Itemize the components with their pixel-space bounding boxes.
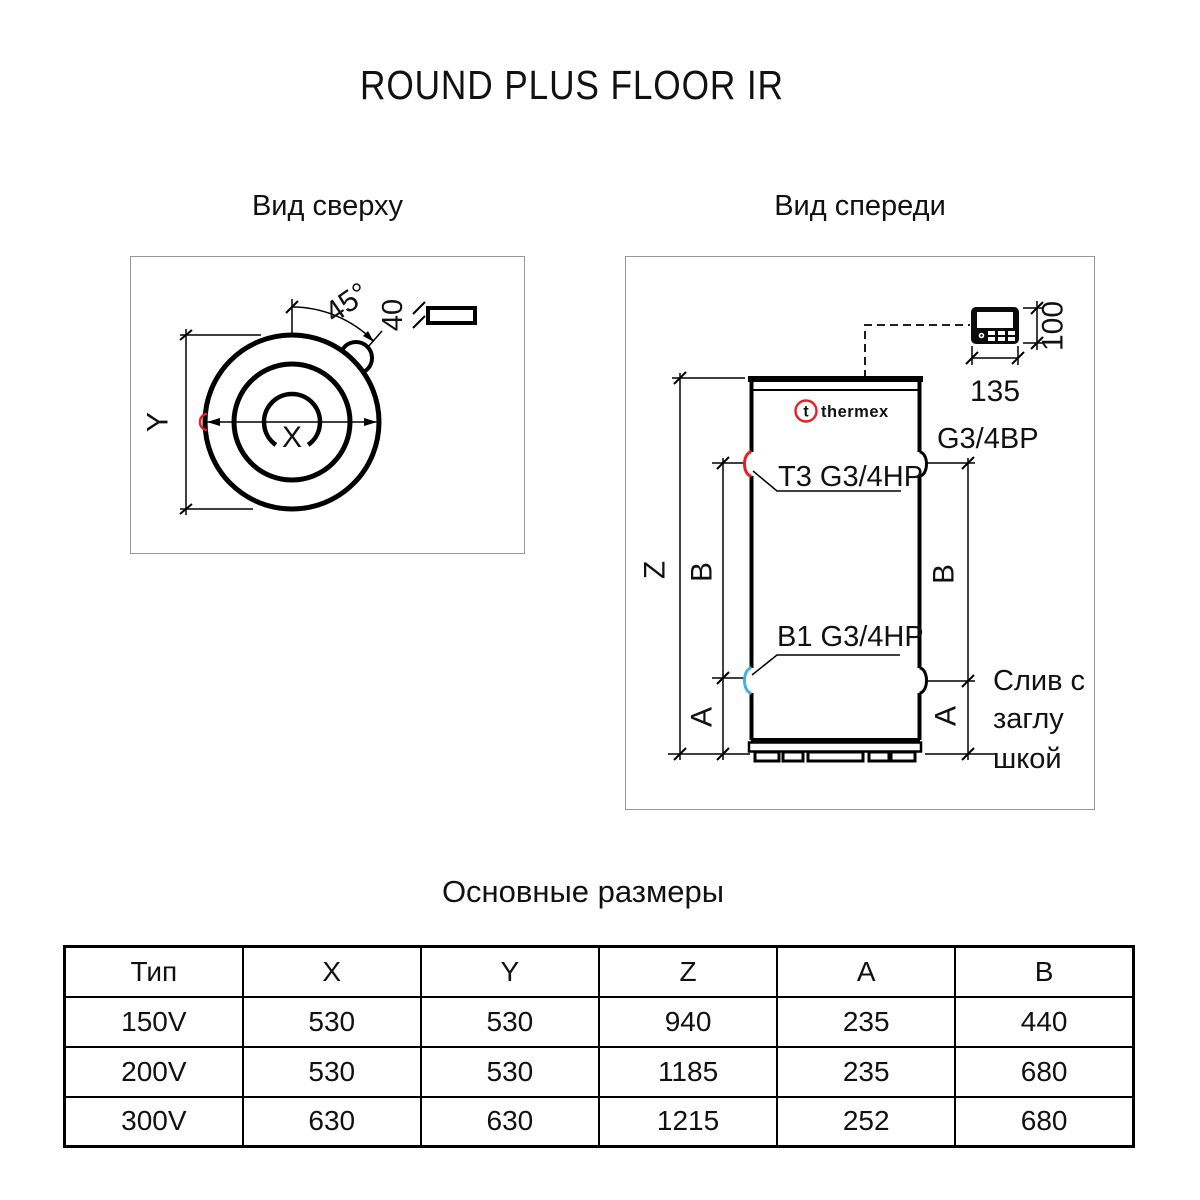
thermex-logo-mark: t (803, 403, 809, 421)
table-row (65, 1047, 1134, 1097)
dim-label-b-left: B (685, 561, 719, 583)
dim-label-a-left: A (685, 706, 719, 728)
tank-body-outline (751, 379, 920, 740)
table-cell: 630 (243, 1097, 421, 1147)
table-cell: 530 (421, 997, 599, 1047)
drain-note-line3: шкой (993, 743, 1062, 775)
b1-notch (745, 668, 752, 693)
tank-top-cap (748, 376, 923, 382)
dim-label-panel-width: 135 (969, 375, 1021, 408)
table-cell: 530 (243, 997, 421, 1047)
dim-label-flange-height: 40 (377, 298, 409, 332)
thermex-logo-text: thermex (821, 403, 889, 421)
page-title: ROUND PLUS FLOOR IR (360, 62, 784, 108)
tank-feet (755, 752, 915, 761)
table-cell: 300V (65, 1097, 243, 1147)
table-cell: 630 (421, 1097, 599, 1147)
dim-label-a-right: A (929, 705, 963, 727)
dimensions-table (63, 945, 1135, 1148)
table-header-row (65, 947, 1134, 997)
panel-connector-dashed-line (865, 325, 970, 378)
front-view-label: Вид спереди (774, 190, 946, 222)
flange-side-rect (428, 308, 475, 323)
tank-base-plate (749, 743, 921, 752)
table-row (65, 997, 1134, 1047)
table-cell: 530 (243, 1047, 421, 1097)
top-view-drawing (130, 255, 525, 555)
dim-label-angle: 45° (318, 276, 376, 330)
table-row (65, 1097, 1134, 1147)
dim-label-z: Z (638, 560, 672, 580)
dim-label-panel-height: 100 (1036, 300, 1070, 352)
table-title: Основные размеры (441, 874, 725, 909)
table-header-cell: X (243, 947, 421, 997)
table-header-cell: Z (599, 947, 777, 997)
table-cell: 235 (777, 997, 955, 1047)
t3-notch (745, 452, 752, 476)
dim-label-x: X (281, 421, 303, 454)
table-cell: 530 (421, 1047, 599, 1097)
outlet-right-label: G3/4ВР (937, 423, 1039, 455)
control-panel-screen (977, 312, 1013, 328)
thermex-logo (796, 401, 890, 422)
table-header-cell: A (777, 947, 955, 997)
table-cell: 1215 (599, 1097, 777, 1147)
dim-label-b-right: B (927, 563, 961, 585)
table-header-cell: Тип (65, 947, 243, 997)
table-cell: 235 (777, 1047, 955, 1097)
table-cell: 252 (777, 1097, 955, 1147)
control-panel-power-dot (980, 334, 982, 336)
drain-note-line1: Слив с (993, 665, 1086, 697)
table-cell: 200V (65, 1047, 243, 1097)
table-cell: 150V (65, 997, 243, 1047)
table-cell: 440 (955, 997, 1133, 1047)
control-panel (971, 307, 1019, 344)
outlet-b1-label: В1 G3/4НР (777, 621, 924, 653)
outlet-t3-label: Т3 G3/4НР (778, 461, 924, 493)
front-view-dim-ticks (674, 302, 1043, 760)
table-header-cell: Y (421, 947, 599, 997)
drain-note-line2: заглу (993, 703, 1064, 735)
table-cell: 1185 (599, 1047, 777, 1097)
top-view-label: Вид сверху (251, 190, 404, 222)
table-cell: 680 (955, 1047, 1133, 1097)
dim-label-y: Y (141, 411, 175, 433)
table-header-cell: B (955, 947, 1133, 997)
front-view-dim-lines (668, 301, 1044, 760)
table-cell: 940 (599, 997, 777, 1047)
table-cell: 680 (955, 1097, 1133, 1147)
right-lower-notch (920, 668, 927, 693)
front-view-drawing (625, 255, 1095, 810)
